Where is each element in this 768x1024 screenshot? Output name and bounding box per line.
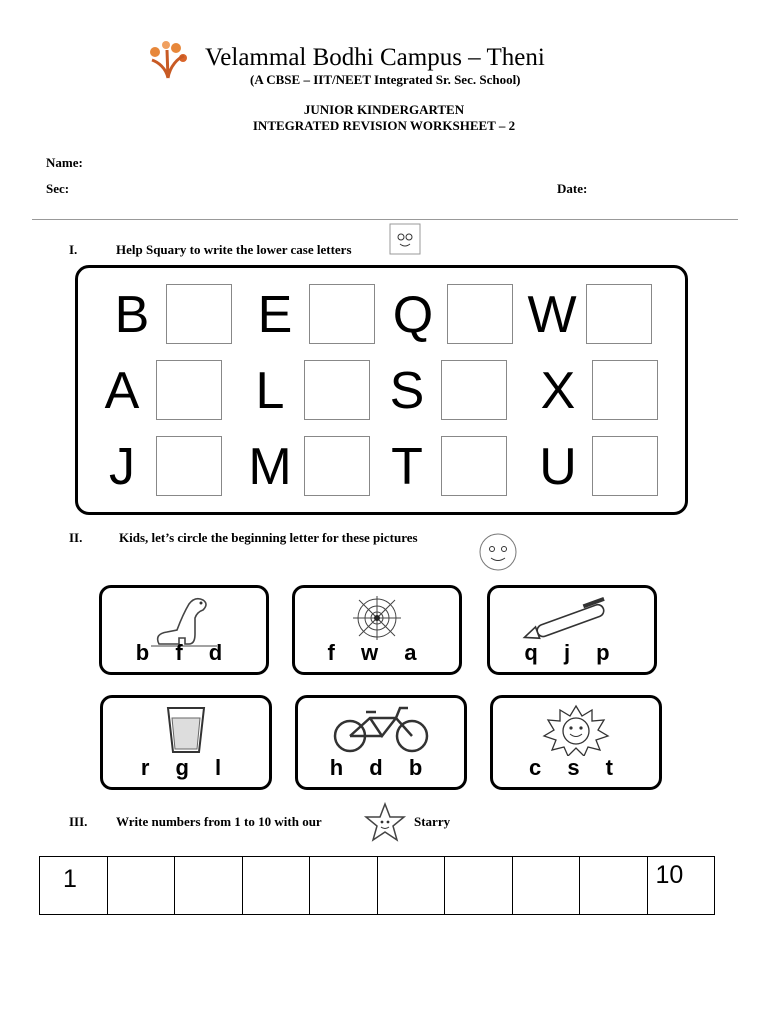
section1-instruction: Help Squary to write the lower case letters <box>116 242 352 257</box>
school-logo <box>146 40 190 80</box>
school-subtitle: (A CBSE – IIT/NEET Integrated Sr. Sec. School) <box>250 72 521 87</box>
worksheet-title: INTEGRATED REVISION WORKSHEET – 2 <box>252 118 516 133</box>
uppercase-letter: X <box>540 362 576 420</box>
name-label: Name: <box>46 155 83 170</box>
write-box[interactable] <box>309 284 375 344</box>
letter-options[interactable]: r g l <box>140 755 232 780</box>
number-cell[interactable]: 1 <box>40 857 108 914</box>
letter-options[interactable]: f w a <box>327 640 427 665</box>
section1-number: I. <box>69 242 78 257</box>
sun-icon <box>536 704 616 761</box>
write-box[interactable] <box>304 436 370 496</box>
star-mascot-icon <box>363 802 407 844</box>
uppercase-letter: Q <box>392 286 434 344</box>
letter-options[interactable]: c s t <box>528 755 624 780</box>
letter-options[interactable]: q j p <box>524 640 620 665</box>
school-name: Velammal Bodhi Campus – Theni <box>205 44 545 71</box>
write-box[interactable] <box>441 436 507 496</box>
number-cell[interactable] <box>108 857 176 914</box>
glass-icon <box>164 704 208 761</box>
bicycle-icon <box>326 704 436 759</box>
picture-card-dinosaur <box>99 585 269 675</box>
number-cell[interactable] <box>310 857 378 914</box>
number-cell[interactable] <box>513 857 581 914</box>
class-name: JUNIOR KINDERGARTEN <box>303 102 465 117</box>
uppercase-letter: L <box>255 362 285 420</box>
smiley-circle-icon <box>478 532 518 572</box>
write-box[interactable] <box>166 284 232 344</box>
number-cell[interactable] <box>243 857 311 914</box>
uppercase-letter: U <box>539 438 577 496</box>
number-cell[interactable] <box>580 857 648 914</box>
write-box[interactable] <box>586 284 652 344</box>
letter-grid <box>75 265 688 515</box>
number-cell[interactable] <box>445 857 513 914</box>
picture-card-bicycle <box>295 695 467 790</box>
write-box[interactable] <box>156 360 222 420</box>
write-box[interactable] <box>592 360 658 420</box>
letter-options[interactable]: h d b <box>329 755 433 780</box>
letter-options[interactable]: b f d <box>135 640 233 665</box>
uppercase-letter: W <box>527 286 577 344</box>
uppercase-letter: A <box>104 362 140 420</box>
write-box[interactable] <box>304 360 370 420</box>
header-divider <box>32 219 738 220</box>
number-cell[interactable]: 10 <box>655 861 684 889</box>
number-cell[interactable] <box>175 857 243 914</box>
date-label: Date: <box>557 181 588 196</box>
sec-label: Sec: <box>46 181 70 196</box>
picture-card-glass <box>100 695 272 790</box>
write-box[interactable] <box>441 360 507 420</box>
section3-mascot-name: Starry <box>414 814 451 829</box>
section3-instruction: Write numbers from 1 to 10 with our <box>116 814 322 829</box>
section3-number: III. <box>69 814 88 829</box>
write-box[interactable] <box>447 284 513 344</box>
uppercase-letter: M <box>248 438 292 496</box>
picture-card-web <box>292 585 462 675</box>
number-writing-table <box>39 856 715 915</box>
write-box[interactable] <box>592 436 658 496</box>
uppercase-letter: T <box>391 438 423 496</box>
uppercase-letter: S <box>389 362 425 420</box>
squary-mascot-icon <box>389 223 421 255</box>
section2-instruction: Kids, let’s circle the beginning letter for these pictures <box>119 530 418 545</box>
section2-number: II. <box>69 530 83 545</box>
uppercase-letter: B <box>114 286 150 344</box>
number-cell[interactable] <box>378 857 446 914</box>
write-box[interactable] <box>156 436 222 496</box>
picture-card-sun <box>490 695 662 790</box>
picture-card-pen <box>487 585 657 675</box>
uppercase-letter: J <box>109 438 135 496</box>
uppercase-letter: E <box>257 286 293 344</box>
